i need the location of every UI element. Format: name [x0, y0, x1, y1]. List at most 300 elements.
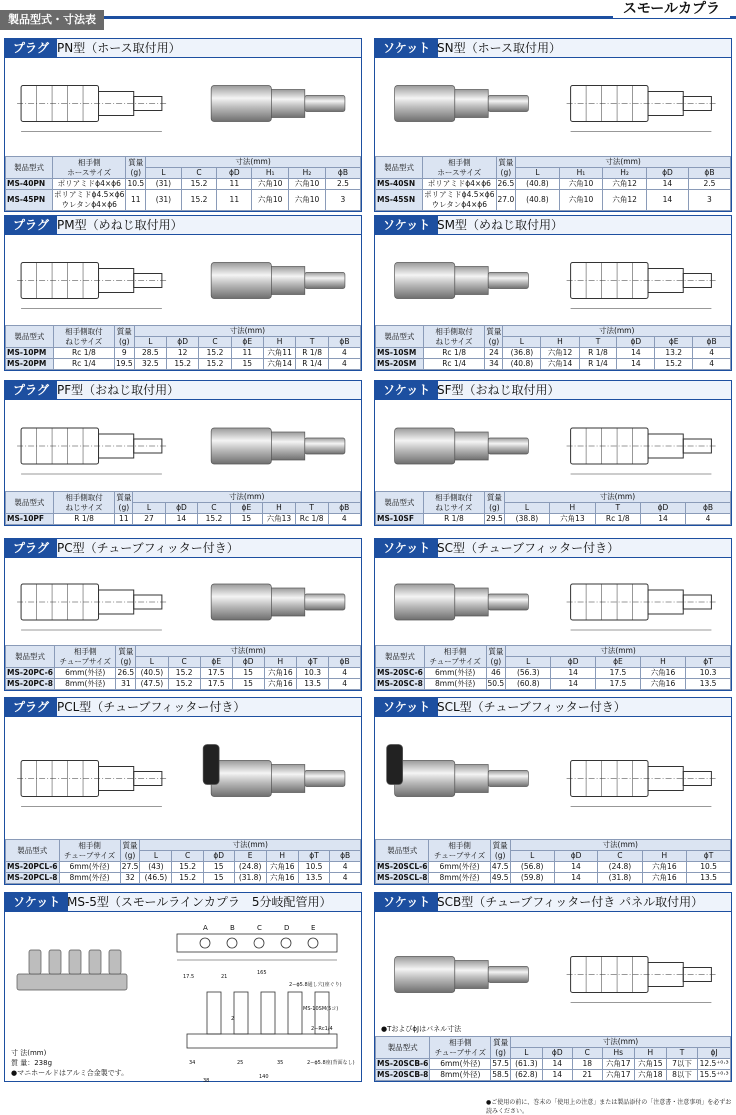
dimension-label: 140: [259, 1074, 269, 1080]
col-group-dims: 寸法(mm): [503, 326, 731, 337]
col-header: 質量 (g): [485, 492, 505, 514]
value-cell: 15.2: [181, 179, 217, 190]
type-tag: ソケット: [375, 216, 438, 235]
table-row: [376, 873, 731, 884]
col-group-dims: 寸法(mm): [133, 492, 361, 503]
col-header: Hs: [602, 1048, 634, 1059]
value-cell: 17.5: [595, 668, 640, 679]
col-group-dims: 寸法(mm): [510, 840, 730, 851]
product-figure: [7, 237, 359, 324]
col-header: ϕT: [297, 657, 329, 668]
value-cell: 8mm(外径): [430, 1070, 491, 1081]
port-label: B: [230, 924, 235, 932]
value-cell: 六角16: [264, 679, 297, 690]
value-cell: 4: [328, 359, 360, 370]
col-header: ϕD: [167, 337, 199, 348]
col-header: 相手側 チューブサイズ: [424, 646, 486, 668]
value-cell: 14: [554, 873, 597, 884]
panel-header: [375, 381, 731, 400]
value-cell: Rc 1/4: [423, 359, 485, 370]
col-header: H: [264, 657, 297, 668]
value-cell: 6mm(外径): [54, 668, 116, 679]
type-tag: プラグ: [5, 381, 57, 400]
col-header: C: [598, 851, 642, 862]
value-cell: 14: [617, 348, 655, 359]
model-cell: MS-40SN: [376, 179, 423, 190]
value-cell: 4: [329, 679, 361, 690]
col-header: H: [266, 851, 298, 862]
col-header: 相手側 ホースサイズ: [53, 157, 126, 179]
product-figure: [7, 402, 359, 490]
col-header: H: [642, 851, 687, 862]
value-cell: (56.3): [506, 668, 551, 679]
spec-table: [5, 645, 361, 690]
value-cell: 6mm(外径): [59, 862, 120, 873]
col-header: H₂: [603, 168, 647, 179]
col-header: 質量 (g): [126, 157, 146, 179]
col-header: H: [263, 503, 296, 514]
value-cell: 9: [114, 348, 134, 359]
table-row: [376, 679, 731, 690]
value-cell: R 1/8: [579, 348, 617, 359]
col-header: ϕD: [232, 657, 264, 668]
value-cell: (40.8): [516, 190, 559, 211]
panel-4: [374, 215, 732, 371]
value-cell: 六角10: [289, 190, 326, 211]
table-row: [376, 514, 731, 525]
model-cell: MS-10PM: [6, 348, 54, 359]
value-cell: (24.8): [598, 862, 642, 873]
value-cell: 11: [231, 348, 263, 359]
value-cell: 49.5: [491, 873, 509, 882]
col-header: 相手側 チューブサイズ: [59, 840, 120, 862]
value-cell: 六角16: [266, 873, 298, 884]
value-cell: 14: [617, 359, 655, 370]
panel-title: SM型（めねじ取付用）: [437, 218, 563, 232]
table-row: [6, 668, 361, 679]
model-cell: MS-20PC-8: [7, 679, 53, 688]
value-cell: 六角16: [640, 668, 685, 679]
value-cell: 26.5: [497, 179, 515, 188]
model-cell: MS-45PN: [6, 190, 53, 211]
value-cell: 26.5: [117, 668, 135, 677]
value-cell: 11: [217, 190, 252, 211]
panel-title: MS-5型（スモールラインカプラ 5分岐配管用）: [67, 895, 332, 909]
col-header: ϕB: [329, 657, 361, 668]
value-cell: 4: [328, 348, 360, 359]
section-title: 製品型式・寸法表: [0, 10, 104, 30]
type-tag: プラグ: [5, 698, 57, 717]
product-figure: [7, 560, 359, 644]
value-cell: 8mm(外径): [54, 679, 116, 690]
panel-note: ●TおよびϕJはパネル寸法: [381, 1025, 462, 1033]
value-cell: 六角17: [602, 1059, 634, 1070]
col-header: ϕD: [203, 851, 234, 862]
col-header: 質量 (g): [120, 840, 140, 862]
col-header: 質量 (g): [486, 646, 506, 668]
brand-title: スモールカプラ: [613, 0, 730, 18]
col-header: C: [198, 503, 231, 514]
model-cell: MS-20SCB-6: [377, 1059, 429, 1068]
col-header: 質量 (g): [116, 646, 136, 668]
value-cell: 27.0: [496, 190, 516, 211]
col-group-dims: 寸法(mm): [506, 646, 731, 657]
value-cell: 六角17: [602, 1070, 634, 1081]
panel-note: 質 量：238g: [11, 1059, 53, 1067]
panel-title: SCL型（チューブフィッター付き）: [437, 700, 626, 714]
spec-table: [375, 156, 731, 211]
table-row: [376, 668, 731, 679]
value-cell: 17.5: [200, 668, 232, 679]
col-header: L: [510, 851, 554, 862]
value-cell: 4: [685, 514, 730, 525]
value-cell: 六角16: [642, 873, 687, 884]
value-cell: (47.5): [136, 679, 168, 690]
value-cell: 4: [329, 668, 361, 679]
col-header: H: [263, 337, 296, 348]
col-header: 相手側取付 ねじサイズ: [423, 326, 485, 348]
col-header: 相手側 チューブサイズ: [429, 840, 490, 862]
dimension-label: 21: [221, 974, 228, 980]
value-cell: (40.5): [136, 668, 168, 679]
value-cell: 15.5⁺⁰·³: [699, 1070, 729, 1079]
col-header: ϕD: [617, 337, 655, 348]
value-cell: 3: [325, 190, 360, 211]
value-cell: 13.2: [655, 348, 693, 359]
value-cell: 32.5: [134, 359, 166, 370]
col-header: ϕT: [298, 851, 329, 862]
product-figure: [377, 719, 729, 838]
model-cell: MS-20PCL-6: [7, 862, 58, 871]
table-row: [6, 873, 361, 884]
col-header: ϕB: [685, 503, 730, 514]
value-cell: 10.5: [687, 862, 731, 873]
col-header: ϕD: [640, 503, 685, 514]
col-header: 相手側取付 ねじサイズ: [423, 492, 484, 514]
col-header: ϕD: [554, 851, 597, 862]
product-figure: [377, 560, 729, 644]
value-cell: 10.5: [298, 862, 329, 873]
value-cell: 15.2: [199, 348, 231, 359]
value-cell: 六角16: [266, 862, 298, 873]
col-header: ϕB: [330, 851, 361, 862]
col-header: L: [503, 337, 541, 348]
table-row: [6, 862, 361, 873]
col-header: 質量 (g): [486, 326, 502, 346]
value-cell: 六角16: [640, 679, 685, 690]
value-cell: 8mm(外径): [429, 873, 490, 884]
panel-title: PN型（ホース取付用）: [57, 41, 181, 55]
dimension-label: 35: [277, 1060, 284, 1066]
type-tag: プラグ: [5, 39, 57, 58]
value-cell: 28.5: [134, 348, 166, 359]
col-header: H₁: [252, 168, 289, 179]
panel-header: [375, 39, 731, 58]
value-cell: 11: [126, 190, 146, 211]
table-row: [376, 862, 731, 873]
col-header: L: [146, 168, 182, 179]
page-header: [0, 0, 736, 30]
col-model: 製品型式: [6, 326, 54, 348]
dimension-label: 2−Rc1/4: [311, 1026, 333, 1032]
value-cell: Rc 1/8: [295, 514, 328, 525]
type-tag: ソケット: [5, 893, 68, 912]
value-cell: R 1/8: [53, 514, 115, 525]
col-header: L: [506, 657, 551, 668]
value-cell: (40.8): [503, 359, 541, 370]
value-cell: 4: [693, 359, 731, 370]
value-cell: R 1/4: [579, 359, 617, 370]
panel-title: PC型（チューブフィッター付き）: [57, 541, 239, 555]
col-model: 製品型式: [376, 840, 429, 862]
value-cell: ポリアミドϕ4×ϕ6: [423, 179, 496, 190]
panel-12: [374, 892, 732, 1082]
table-row: [6, 514, 361, 525]
value-cell: (36.8): [503, 348, 541, 359]
panel-8: [374, 538, 732, 691]
value-cell: 17.5: [595, 679, 640, 690]
col-header: H: [550, 503, 595, 514]
type-tag: ソケット: [375, 893, 438, 912]
col-group-dims: 寸法(mm): [134, 326, 360, 337]
value-cell: 六角11: [263, 348, 296, 359]
panel-title: SC型（チューブフィッター付き）: [437, 541, 620, 555]
panel-title: PF型（おねじ取付用）: [57, 383, 180, 397]
col-header: 質量 (g): [114, 326, 134, 348]
col-header: H₁: [559, 168, 603, 179]
value-cell: 3: [688, 190, 730, 211]
col-header: ϕB: [325, 168, 360, 179]
table-row: [376, 179, 731, 190]
value-cell: 21: [572, 1070, 602, 1081]
value-cell: (46.5): [140, 873, 172, 884]
value-cell: (31.8): [234, 873, 266, 884]
value-cell: 10.3: [297, 668, 329, 679]
value-cell: (59.8): [510, 873, 554, 884]
dimension-label: MS-10SM(5コ): [303, 1006, 339, 1012]
panel-note: 寸 法(mm): [11, 1049, 47, 1057]
col-header: ϕD: [217, 168, 252, 179]
table-row: [376, 1070, 731, 1081]
col-header: L: [516, 168, 559, 179]
col-header: ϕE: [230, 503, 262, 514]
col-header: L: [136, 657, 168, 668]
panel-header: [5, 381, 361, 400]
panel-header: [5, 893, 361, 912]
value-cell: 58.5: [492, 1070, 509, 1079]
col-header: ϕE: [655, 337, 693, 348]
col-group-dims: 寸法(mm): [136, 646, 361, 657]
col-header: T: [295, 503, 328, 514]
col-model: 製品型式: [6, 157, 53, 179]
col-model: 製品型式: [376, 1037, 430, 1059]
col-header: T: [296, 337, 328, 348]
value-cell: 13.5: [686, 679, 731, 690]
value-cell: 六角10: [289, 179, 326, 190]
product-figure: [377, 402, 729, 490]
table-row: [6, 179, 361, 190]
value-cell: 32: [120, 873, 140, 884]
col-model: 製品型式: [6, 646, 55, 668]
value-cell: 14: [551, 668, 596, 679]
value-cell: ポリアミドϕ4.5×ϕ6 ウレタンϕ4×ϕ6: [424, 190, 495, 209]
value-cell: 六角10: [559, 190, 603, 211]
col-model: 製品型式: [6, 840, 60, 862]
value-cell: 六角13: [550, 514, 595, 525]
col-header: ϕE: [231, 337, 263, 348]
type-tag: プラグ: [5, 216, 57, 235]
value-cell: 2.5: [325, 179, 360, 190]
table-row: [376, 359, 731, 370]
panel-header: [375, 539, 731, 558]
spec-table: [375, 839, 731, 884]
value-cell: 13.5: [297, 679, 329, 690]
value-cell: (60.8): [506, 679, 551, 690]
product-figure: [7, 719, 359, 838]
value-cell: 14: [542, 1070, 572, 1081]
value-cell: Rc 1/8: [595, 514, 640, 525]
col-header: L: [140, 851, 172, 862]
panel-1: [4, 38, 362, 212]
value-cell: 12.5⁺⁰·³: [699, 1059, 729, 1068]
value-cell: 8以下: [666, 1070, 697, 1081]
dimension-label: 2−ϕ5.8座(背面なし): [307, 1060, 355, 1066]
value-cell: (31): [146, 179, 182, 190]
panel-header: [375, 698, 731, 717]
value-cell: 11: [217, 179, 252, 190]
spec-table: [5, 491, 361, 525]
col-group-dims: 寸法(mm): [146, 157, 361, 168]
port-label: A: [203, 924, 208, 932]
dimension-label: 38: [203, 1078, 210, 1084]
value-cell: 4: [330, 862, 361, 873]
type-tag: ソケット: [375, 698, 438, 717]
value-cell: 27: [133, 514, 165, 525]
model-cell: MS-20SC-8: [377, 679, 423, 688]
value-cell: 14: [640, 514, 685, 525]
spec-table: [375, 325, 731, 370]
panel-7: [4, 538, 362, 691]
value-cell: 14: [165, 514, 197, 525]
value-cell: 13.5: [687, 873, 731, 884]
value-cell: 47.5: [491, 862, 509, 871]
table-row: [376, 1059, 731, 1070]
col-header: L: [134, 337, 166, 348]
value-cell: 11: [115, 514, 133, 525]
product-figure: [377, 60, 729, 147]
panel-header: [5, 539, 361, 558]
type-tag: ソケット: [375, 381, 438, 400]
col-model: 製品型式: [376, 646, 425, 668]
value-cell: 57.5: [492, 1059, 509, 1068]
model-cell: MS-20PCL-8: [7, 873, 58, 882]
model-cell: MS-10SM: [376, 348, 424, 359]
value-cell: Rc 1/8: [423, 348, 485, 359]
panel-header: [375, 216, 731, 235]
value-cell: 15.2: [198, 514, 231, 525]
value-cell: 15.2: [167, 359, 199, 370]
table-row: [6, 190, 361, 211]
value-cell: 4: [328, 514, 361, 525]
col-header: L: [133, 503, 165, 514]
col-header: ϕD: [646, 168, 688, 179]
table-row: [376, 190, 731, 211]
value-cell: (31): [146, 190, 182, 211]
value-cell: (61.3): [510, 1059, 542, 1070]
value-cell: 8mm(外径): [59, 873, 120, 884]
spec-table: [375, 491, 731, 525]
value-cell: 六角10: [252, 179, 289, 190]
value-cell: 10.5: [127, 179, 145, 188]
value-cell: 15.2: [199, 359, 231, 370]
model-cell: MS-10SF: [376, 514, 424, 525]
panel-title: SN型（ホース取付用）: [437, 41, 561, 55]
dimension-label: 34: [189, 1060, 196, 1066]
spec-table: [5, 325, 361, 370]
col-header: C: [181, 168, 217, 179]
spec-table: [375, 645, 731, 690]
value-cell: 4: [330, 873, 361, 884]
value-cell: 六角14: [541, 359, 579, 370]
model-cell: MS-20SCL-6: [377, 862, 428, 871]
product-figure: [377, 914, 729, 1035]
value-cell: 15.2: [181, 190, 217, 211]
type-tag: ソケット: [375, 539, 438, 558]
value-cell: 31: [116, 679, 136, 690]
value-cell: ポリアミドϕ4×ϕ6: [53, 179, 126, 190]
col-header: ϕD: [542, 1048, 572, 1059]
col-header: 質量 (g): [491, 1037, 511, 1059]
col-header: C: [172, 851, 203, 862]
value-cell: 10.3: [686, 668, 731, 679]
panel-header: [5, 698, 361, 717]
value-cell: 15.2: [172, 873, 203, 884]
dimension-label: 17.5: [183, 974, 195, 980]
col-header: L: [510, 1048, 542, 1059]
type-tag: ソケット: [375, 39, 438, 58]
col-header: ϕE: [595, 657, 640, 668]
footer-note: ●ご使用の前に、巻末の「使用上の注意」または製品添付の「注意書・注意事項」を必ずお読みください。: [486, 1099, 732, 1115]
value-cell: 29.5: [486, 514, 503, 523]
value-cell: (62.8): [510, 1070, 542, 1081]
panel-header: [375, 893, 731, 912]
value-cell: 18: [572, 1059, 602, 1070]
product-figure: [7, 60, 359, 147]
value-cell: 2.5: [688, 179, 730, 190]
table-row: [6, 359, 361, 370]
value-cell: (38.8): [504, 514, 549, 525]
panel-header: [5, 216, 361, 235]
value-cell: 15.2: [655, 359, 693, 370]
value-cell: 6mm(外径): [424, 668, 486, 679]
value-cell: 14: [551, 679, 596, 690]
panel-3: [4, 215, 362, 371]
col-header: 相手側 チューブサイズ: [430, 1037, 491, 1059]
value-cell: 6mm(外径): [429, 862, 490, 873]
port-label: E: [311, 924, 316, 932]
dimension-label: 165: [257, 970, 267, 976]
value-cell: 14: [646, 190, 688, 211]
spec-table: [375, 1036, 731, 1081]
col-header: ϕD: [165, 503, 197, 514]
panel-9: [4, 697, 362, 885]
port-label: D: [284, 924, 290, 932]
col-header: 相手側取付 ねじサイズ: [53, 326, 114, 348]
col-header: ϕE: [200, 657, 232, 668]
value-cell: 27.5: [121, 862, 139, 871]
model-cell: MS-20PM: [6, 359, 54, 370]
col-group-dims: 寸法(mm): [510, 1037, 730, 1048]
